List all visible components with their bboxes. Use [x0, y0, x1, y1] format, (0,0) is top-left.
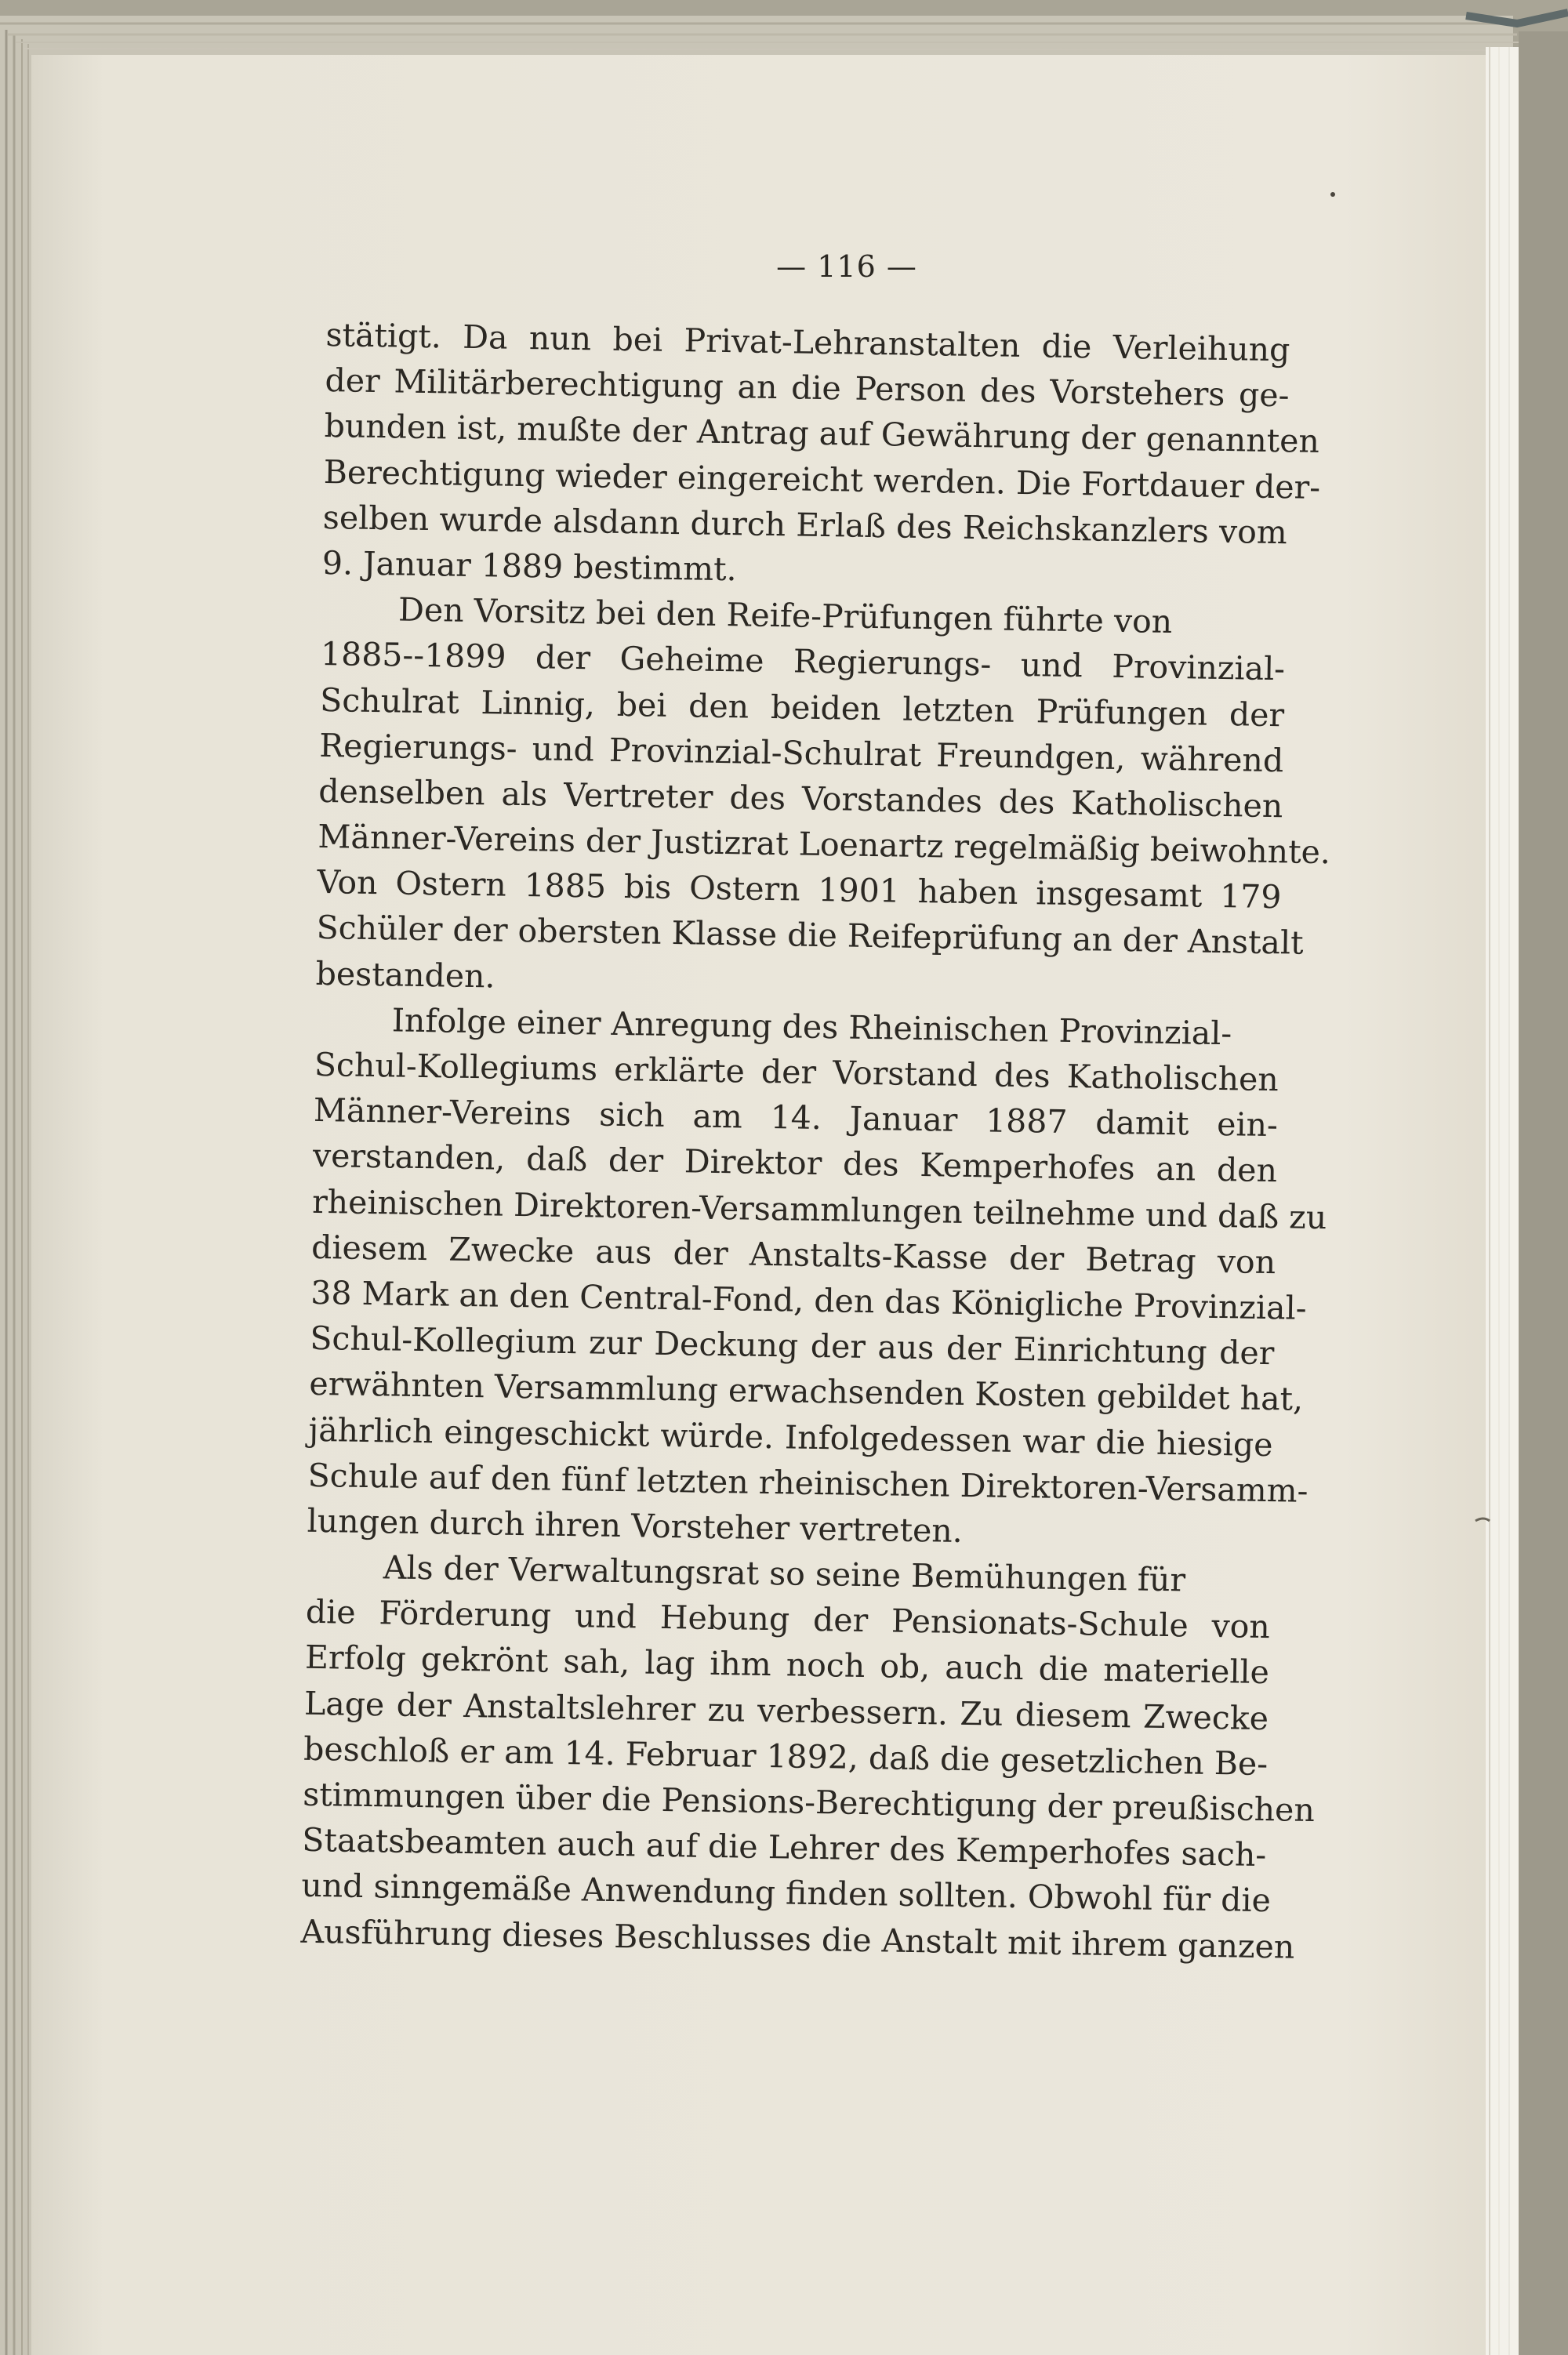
text-line: diesem Zwecke aus der Anstalts-Kasse der Betrag von: [310, 1228, 1276, 1281]
text-line: selben wurde alsdann durch Erlaß des Reichskanzlers vom: [322, 498, 1288, 552]
text-line: beschloß er am 14. Februar 1892, daß die gesetzlichen Be-: [303, 1729, 1269, 1783]
text-line: jährlich eingeschickt würde. Infolgedessen war die hiesige: [308, 1410, 1273, 1464]
text-line: 9. Januar 1889 bestimmt.: [321, 543, 737, 589]
text-line: die Förderung und Hebung der Pensionats-Schule von: [305, 1593, 1271, 1646]
text-line: Berechtigung wieder eingereicht werden. Die Fortdauer der-: [323, 452, 1321, 506]
text-line: Schul-Kollegiums erklärte der Vorstand des Katholischen: [314, 1045, 1279, 1099]
text-line: Schüler der obersten Klasse die Reifeprüfung an der Anstalt: [316, 909, 1304, 963]
text-line: Den Vorsitz bei den Reife-Prüfungen führte von: [397, 590, 1173, 641]
text-line: und sinngemäße Anwendung finden sollten. Obwohl für die: [301, 1867, 1272, 1920]
text-line: Erfolg gekrönt sah, lag ihm noch ob, auch die materielle: [304, 1638, 1270, 1692]
text-line: Von Ostern 1885 bis Ostern 1901 haben insgesamt 179: [317, 863, 1282, 916]
text-line: rheinischen Direktoren-Versammlungen teilnehme und daß zu: [311, 1182, 1327, 1236]
text-line: der Militärberechtigung an die Person des Vorstehers ge-: [325, 361, 1290, 415]
page-number: — 116 —: [776, 249, 917, 284]
body-text: [300, 312, 1331, 1969]
text-line: Regierungs- und Provinzial-Schulrat Freundgen, während: [318, 726, 1284, 779]
text-line: verstanden, daß der Direktor des Kemperhofes an den: [312, 1137, 1278, 1190]
text-line: stimmungen über die Pensions-Berechtigung der preußischen: [302, 1775, 1316, 1830]
text-line: Ausführung dieses Beschlusses die Anstalt mit ihrem ganzen: [300, 1912, 1295, 1966]
text-line: Männer-Vereins sich am 14. Januar 1887 damit ein-: [313, 1091, 1279, 1145]
text-line: bunden ist, mußte der Antrag auf Gewährung der genannten: [324, 407, 1320, 461]
text-line: Schule auf den fünf letzten rheinischen Direktoren-Versamm-: [307, 1456, 1308, 1510]
text-line: Infolge einer Anregung des Rheinischen Provinzial-: [391, 1001, 1232, 1053]
text-line: Schul-Kollegium zur Deckung der aus der Einrichtung der: [310, 1319, 1275, 1373]
text-line: bestanden.: [315, 954, 495, 996]
text-line: Schulrat Linnig, bei den beiden letzten Prüfungen der: [319, 680, 1285, 734]
text-line: 1885--1899 der Geheime Regierungs- und Provinzial-: [320, 635, 1286, 688]
text-line: lungen durch ihren Vorsteher vertreten.: [307, 1501, 964, 1550]
text-line: stätigt. Da nun bei Privat-Lehranstalten die Verleihung: [325, 315, 1290, 369]
text-line: 38 Mark an den Central-Fond, den das Königliche Provinzial-: [310, 1273, 1307, 1327]
text-line: Staatsbeamten auch auf die Lehrer des Kemperhofes sach-: [302, 1820, 1267, 1874]
text-line: Männer-Vereins der Justizrat Loenartz regelmäßig beiwohnte.: [318, 817, 1331, 872]
text-line: Als der Verwaltungsrat so seine Bemühungen für: [383, 1548, 1186, 1599]
text-line: Lage der Anstaltslehrer zu verbessern. Zu diesem Zwecke: [303, 1684, 1269, 1737]
text-line: erwähnten Versammlung erwachsenden Kosten gebildet hat,: [309, 1365, 1304, 1419]
text-line: denselben als Vertreter des Vorstandes des Katholischen: [318, 771, 1283, 826]
